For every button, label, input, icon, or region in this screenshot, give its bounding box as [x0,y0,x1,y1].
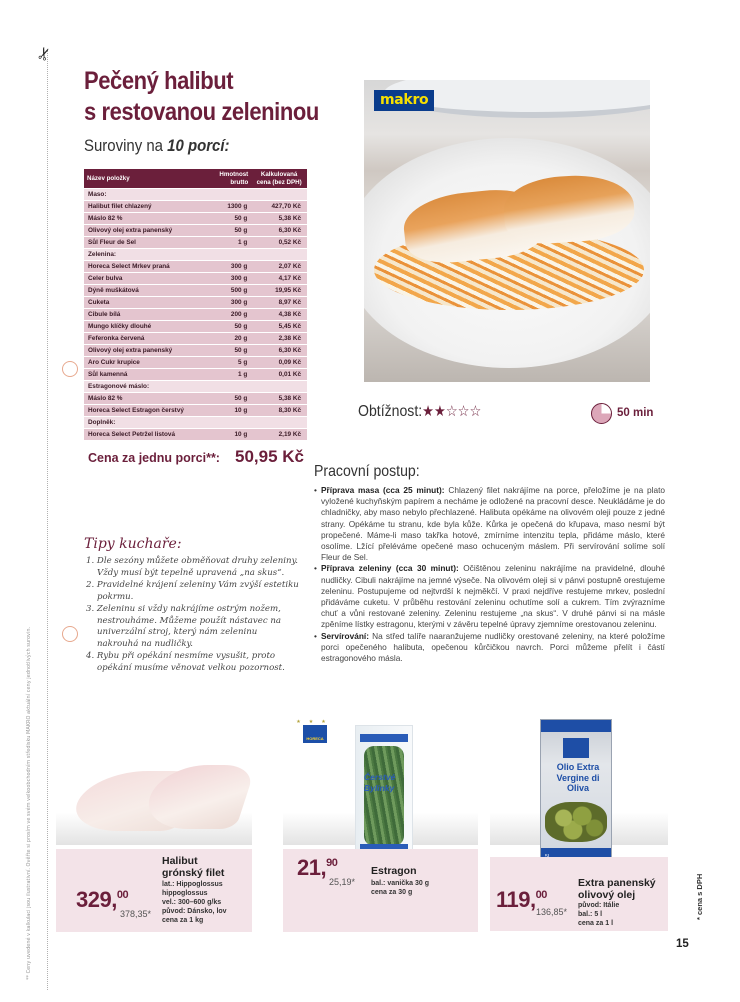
ingredient-name: Cibule bílá [84,309,213,320]
ingredient-weight: 20 g [213,333,251,344]
product-info [283,849,478,932]
ingredient-weight: 300 g [213,297,251,308]
product-details: bal.: vanička 30 g cena za 30 g [371,880,429,896]
procedure-step: • Příprava masa (cca 25 minut): Chlazený filet nakrájíme na porce, přeložíme je na plato vyložené kuchyňským papírem a necháme je odložené na pracovní desce. Neukládáme je do chladničky, aby maso nebylo přechlazené. Halibuta opékáme na olivovém oleji pouze z jedné strany. Opékáme tu stranu, kde byla kůže. Kůrka je opečená do křupava, maso nesmí být propečené. Máme-li maso takřka hotové, zmírníme intenzitu tepla, přidáme máslo, které osolíme. Lžící přeléváme opečené maso ochuceným máslem. Při servírování solíme solí Fleur de Sel. [314,485,665,563]
star-filled-icon: ★★ [422,403,446,420]
ingredient-price: 0,52 Kč [251,237,307,248]
product-details: původ: Itálie bal.: 5 l cena za 1 l [578,902,620,927]
ingredient-price: 4,17 Kč [251,273,307,284]
ingredient-name: Celer bulva [84,273,213,284]
ingredient-price: 427,70 Kč [251,201,307,212]
ingredient-name: Feferonka červená [84,333,213,344]
procedure-step: • Servírování: Na střed talíře naaranžujeme nudličky orestované zeleniny, na které položíme porci opečeného halibuta, opečenou kůrčičkou navrch. Porci můžeme přelít i částí estragonového másla. [314,631,665,665]
ingredient-name: Máslo 82 % [84,393,213,404]
portion-price-value: 50,95 Kč [235,447,304,466]
ingredient-price: 0,09 Kč [251,357,307,368]
clock-icon [591,403,612,424]
ingredient-price: 19,95 Kč [251,285,307,296]
product-info [490,857,668,931]
ingredient-weight: 1300 g [213,201,251,212]
tips-title: Tipy kuchaře: [84,536,182,552]
ingredient-weight: 500 g [213,285,251,296]
stars-icon: ★★★ [296,719,334,725]
cut-line [47,50,48,990]
ingredient-price: 6,30 Kč [251,345,307,356]
ingredient-price: 2,38 Kč [251,333,307,344]
ingredient-name: Aro Cukr krupice [84,357,213,368]
ingredient-weight: 5 g [213,357,251,368]
ingredient-price: 2,07 Kč [251,261,307,272]
ingredient-name: Sůl Fleur de Sel [84,237,213,248]
price-with-vat: 25,19* [329,877,356,887]
ingredient-weight: 50 g [213,393,251,404]
ingredient-price: 4,38 Kč [251,309,307,320]
table-row [84,285,307,296]
col-header-weight: Hmotnost brutto [213,169,251,188]
punch-hole-marker [62,626,78,642]
ingredient-weight: 300 g [213,261,251,272]
procedure-step: • Příprava zeleniny (cca 30 minut): Očištěnou zeleninu nakrájíme na pravidelné, dlouhé nudličky. Cibuli nakrájíme na jemné výseče. Na olivovém oleji si v pánvi postupně orestujeme zeleninu. Postupujeme od nejtvrdší k nejměkčí. V praxi nejdříve restujeme mrkev, poslední přidáváme cuketu. V průběhu restování zeleninu ochutíme solí a cukrem. Tím zvýrazníme chuť a vůni restované zeleniny. Zeleninu restujeme „na skus“. V druhé pánvi si na másle zpěníme lístky estragonu, kterými v závěru tepelné úpravy zjemníme orestovanou zeleninu. [314,563,665,630]
price: 21,90 [297,855,338,880]
prep-time: 50 min [617,407,654,419]
ingredient-name: Horeca Select Mrkev praná [84,261,213,272]
page-number: 15 [676,938,689,950]
ingredient-price: 0,01 Kč [251,369,307,380]
table-row [84,237,307,248]
tip-item: 1. Dle sezóny můžete obměňovat druhy zeleniny. Vždy musí být tepelně upravená „na skus“. [86,556,299,578]
portion-price-row [88,447,304,467]
difficulty-label: Obtížnost: [358,403,423,420]
ingredient-weight: 1 g [213,237,251,248]
ingredient-weight: 50 g [213,345,251,356]
ingredient-name: Máslo 82 % [84,213,213,224]
product-name: Extra panenský olivový olej [578,877,656,901]
vat-note: * cena s DPH [695,873,704,920]
ingredient-name: Olivový olej extra panenský [84,225,213,236]
halibut-fillet-image [78,761,248,831]
punch-hole-marker [62,361,78,377]
star-icons [422,403,481,420]
section-label: Doplněk: [84,417,307,428]
ingredient-name: Mungo klíčky dlouhé [84,321,213,332]
tips-list [86,556,300,675]
table-section-row [84,417,307,428]
estragon-package-image: Čerstvé Bylinky [355,725,413,865]
procedure-list [314,485,665,664]
table-row [84,429,307,440]
ingredient-weight: 50 g [213,225,251,236]
table-row [84,225,307,236]
table-row [84,333,307,344]
section-label: Estragonové máslo: [84,381,307,392]
ingredient-price: 5,45 Kč [251,321,307,332]
star-empty-icon: ☆☆☆ [445,403,482,420]
table-row [84,201,307,212]
tip-item: 3. Zeleninu si vždy nakrájíme ostrým nožem, nestrouháme. Můžeme použít nástavec na univerzální stroj, který nám zeleninu nakrouhá na nudličky. [86,604,282,649]
ingredient-price: 5,38 Kč [251,393,307,404]
ingredient-name: Horeca Select Estragon čerstvý [84,405,213,416]
price: 329,00 [76,887,129,912]
olive-oil-can-image: Olio Extra Vergine di Oliva [540,719,612,869]
ingredient-name: Horeca Select Petržel listová [84,429,213,440]
subtitle-prefix: Suroviny na [84,136,168,155]
table-row [84,261,307,272]
product-image [283,715,478,845]
product-info [56,849,252,932]
ingredient-weight: 50 g [213,321,251,332]
ingredients-table [84,168,307,441]
price: 119,00 [496,887,547,912]
ingredients-subtitle [84,136,230,156]
ingredient-weight: 10 g [213,405,251,416]
title-line-1: Pečený halibut [84,67,234,95]
ingredient-price: 8,30 Kč [251,405,307,416]
price-footnote: ** Ceny uvedené v kalkulaci jsou ilustrativní. Ověřte si prosím ve svém velkoobchodním středisku MAKRO aktuální ceny jednotlivých surovin. [26,626,32,980]
col-header-name: Název položky [84,169,213,188]
product-details: lat.: Hippoglossus hippoglossus vel.: 300–600 g/ks původ: Dánsko, lov cena za 1 kg [162,881,227,924]
portion-count: 10 porcí: [167,136,230,155]
tip-item: 4. Rybu při opékání nesmíme vysušit, proto opékání musíme věnovat velkou pozornost. [86,651,285,673]
dish-photo [364,80,650,382]
table-row [84,393,307,404]
ingredient-price: 2,19 Kč [251,429,307,440]
title-line-2: s restovanou zeleninou [84,98,319,126]
ingredient-weight: 200 g [213,309,251,320]
table-row [84,345,307,356]
table-section-row [84,189,307,200]
horeca-select-logo: HORECA [303,725,327,743]
product-image [56,715,252,845]
portion-price-label: Cena za jednu porci**: [88,451,220,465]
makro-logo: makro [374,90,434,111]
ingredient-name: Dýně muškátová [84,285,213,296]
ingredient-weight: 10 g [213,429,251,440]
section-label: Zelenina: [84,249,307,260]
price-with-vat: 378,35* [120,909,152,919]
ingredient-name: Cuketa [84,297,213,308]
ingredient-price: 5,38 Kč [251,213,307,224]
product-image [490,715,668,845]
table-section-row [84,249,307,260]
price-with-vat: 136,85* [536,907,568,917]
ingredient-weight: 300 g [213,273,251,284]
product-name: Halibut grónský filet [162,855,225,879]
tip-item: 2. Pravidelné krájení zeleniny Vám zvýší estetiku pokrmu. [86,580,299,602]
ingredient-name: Halibut filet chlazený [84,201,213,212]
table-header [84,169,307,188]
ingredient-weight: 50 g [213,213,251,224]
table-row [84,297,307,308]
ingredient-price: 8,97 Kč [251,297,307,308]
product-name: Estragon [371,865,417,877]
difficulty-rating [358,402,481,421]
table-row [84,213,307,224]
col-header-price: Kalkulovaná cena (bez DPH) [251,169,307,188]
section-label: Maso: [84,189,307,200]
ingredient-name: Olivový olej extra panenský [84,345,213,356]
table-row [84,405,307,416]
procedure-title: Pracovní postup: [314,463,420,480]
table-row [84,321,307,332]
ingredient-price: 6,30 Kč [251,225,307,236]
ingredient-weight: 1 g [213,369,251,380]
scissors-icon: ✂ [33,43,57,65]
table-row [84,369,307,380]
recipe-title [84,66,319,128]
ingredient-name: Sůl kamenná [84,369,213,380]
table-section-row [84,381,307,392]
table-row [84,357,307,368]
table-row [84,309,307,320]
table-row [84,273,307,284]
